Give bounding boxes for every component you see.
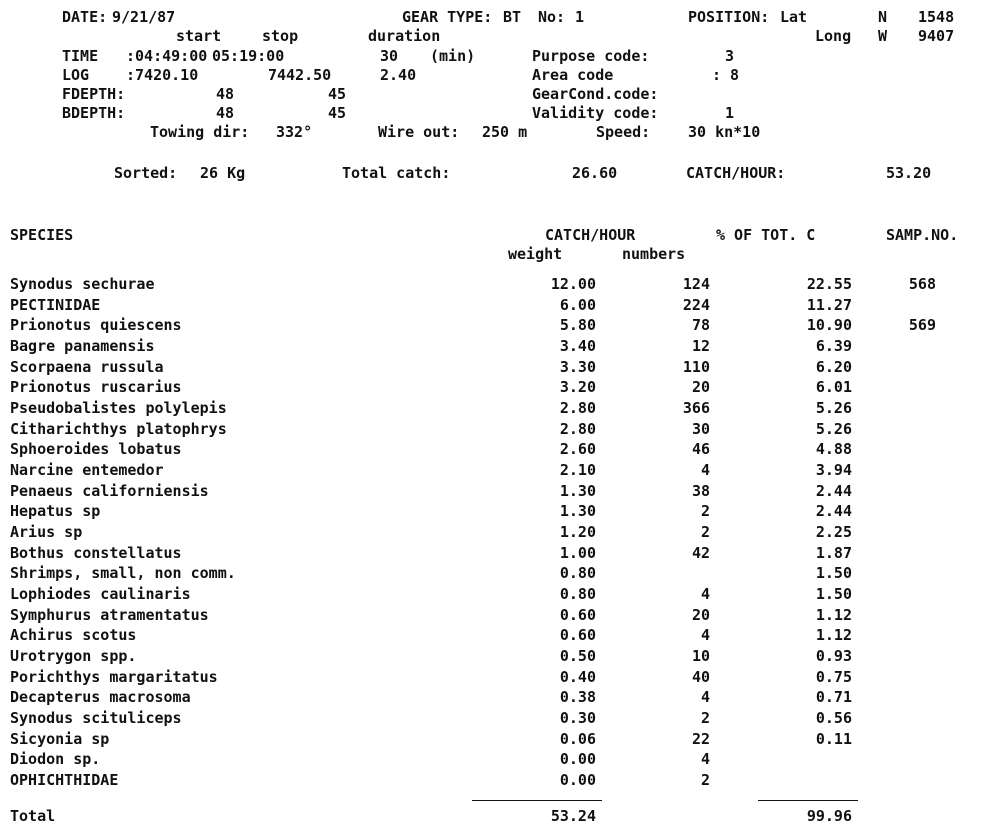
purpose-label: Purpose code: [532, 47, 650, 65]
gearcond-label: GearCond.code: [532, 85, 659, 103]
weight-cell: 6.00 [559, 296, 596, 314]
lat-label: Lat [780, 8, 808, 26]
weight-cell: 0.00 [559, 771, 596, 789]
fdepth-start: 48 [216, 85, 235, 103]
numbers-cell: 42 [691, 544, 710, 562]
numbers-cell: 4 [700, 585, 710, 603]
area-value: : 8 [712, 66, 740, 84]
pct-cell: 1.50 [815, 564, 852, 582]
species-column-header: SPECIES [10, 226, 74, 244]
pct-cell: 11.27 [806, 296, 852, 314]
pct-cell: 2.44 [815, 482, 852, 500]
species-cell: Bagre panamensis [10, 337, 155, 355]
pct-cell: 0.71 [815, 688, 852, 706]
species-cell: Symphurus atramentatus [10, 606, 209, 624]
species-cell: Narcine entemedor [10, 461, 164, 479]
time-stop: 05:19:00 [212, 47, 285, 65]
weight-cell: 1.30 [559, 502, 596, 520]
area-label: Area code [532, 66, 614, 84]
col-start-label: start [176, 27, 222, 45]
species-cell: Porichthys margaritatus [10, 668, 218, 686]
numbers-cell: 78 [691, 316, 710, 334]
numbers-cell: 46 [691, 440, 710, 458]
numbers-cell: 30 [691, 420, 710, 438]
pct-cell: 4.88 [815, 440, 852, 458]
col-duration-label: duration [368, 27, 441, 45]
long-label: Long [815, 27, 852, 45]
weight-cell: 1.00 [559, 544, 596, 562]
weight-cell: 0.00 [559, 750, 596, 768]
pct-total-column-header: % OF TOT. C [716, 226, 816, 244]
species-cell: Urotrygon spp. [10, 647, 137, 665]
weight-cell: 1.20 [559, 523, 596, 541]
species-cell: Arius sp [10, 523, 83, 541]
col-stop-label: stop [262, 27, 299, 45]
total-label: Total [10, 807, 56, 825]
weight-cell: 2.10 [559, 461, 596, 479]
pct-cell: 3.94 [815, 461, 852, 479]
species-cell: Scorpaena russula [10, 358, 164, 376]
total-weight: 53.24 [550, 807, 596, 825]
purpose-value: 3 [725, 47, 735, 65]
pct-cell: 0.93 [815, 647, 852, 665]
pct-cell: 6.20 [815, 358, 852, 376]
species-cell: Pseudobalistes polylepis [10, 399, 227, 417]
time-start: :04:49:00 [126, 47, 208, 65]
pct-cell: 10.90 [806, 316, 852, 334]
date-value: 9/21/87 [112, 8, 176, 26]
numbers-cell: 2 [700, 502, 710, 520]
log-start: :7420.10 [126, 66, 199, 84]
species-cell: Shrimps, small, non comm. [10, 564, 236, 582]
speed-label: Speed: [596, 123, 651, 141]
validity-label: Validity code: [532, 104, 659, 122]
bdepth-label: BDEPTH: [62, 104, 126, 122]
numbers-cell: 110 [682, 358, 710, 376]
species-cell: Achirus scotus [10, 626, 137, 644]
lat-value: 1548 [918, 8, 955, 26]
pct-cell: 22.55 [806, 275, 852, 293]
weight-cell: 0.80 [559, 585, 596, 603]
pct-cell: 0.56 [815, 709, 852, 727]
weight-cell: 3.30 [559, 358, 596, 376]
numbers-cell: 4 [700, 750, 710, 768]
species-cell: Sicyonia sp [10, 730, 110, 748]
pct-cell: 0.11 [815, 730, 852, 748]
numbers-cell: 2 [700, 771, 710, 789]
pct-cell: 0.75 [815, 668, 852, 686]
pct-cell: 1.12 [815, 626, 852, 644]
weight-cell: 0.38 [559, 688, 596, 706]
weight-cell: 0.30 [559, 709, 596, 727]
weight-cell: 2.80 [559, 399, 596, 417]
species-cell: Prionotus ruscarius [10, 378, 182, 396]
catch-hour-label: CATCH/HOUR: [686, 164, 786, 182]
wire-out-label: Wire out: [378, 123, 460, 141]
numbers-cell: 22 [691, 730, 710, 748]
weight-cell: 3.20 [559, 378, 596, 396]
total-pct: 99.96 [806, 807, 852, 825]
numbers-cell: 20 [691, 378, 710, 396]
catch-hour-value: 53.20 [886, 164, 932, 182]
species-cell: OPHICHTHIDAE [10, 771, 119, 789]
bdepth-stop: 45 [328, 104, 347, 122]
position-label: POSITION: [688, 8, 770, 26]
numbers-cell: 40 [691, 668, 710, 686]
species-cell: Synodus sechurae [10, 275, 155, 293]
long-value: 9407 [918, 27, 955, 45]
pct-cell: 6.01 [815, 378, 852, 396]
species-cell: PECTINIDAE [10, 296, 101, 314]
weight-cell: 2.80 [559, 420, 596, 438]
gear-type-value: BT [503, 8, 522, 26]
log-label: LOG [62, 66, 90, 84]
weight-cell: 0.60 [559, 606, 596, 624]
sorted-label: Sorted: [114, 164, 178, 182]
numbers-cell: 124 [682, 275, 710, 293]
pct-cell: 5.26 [815, 420, 852, 438]
weight-subheader: weight [508, 245, 563, 263]
species-cell: Penaeus californiensis [10, 482, 209, 500]
weight-cell: 12.00 [550, 275, 596, 293]
weight-cell: 0.80 [559, 564, 596, 582]
total-catch-value: 26.60 [572, 164, 618, 182]
numbers-cell: 4 [700, 461, 710, 479]
species-cell: Hepatus sp [10, 502, 101, 520]
time-duration: 30 [380, 47, 399, 65]
species-cell: Decapterus macrosoma [10, 688, 191, 706]
numbers-cell: 20 [691, 606, 710, 624]
numbers-cell: 4 [700, 688, 710, 706]
sample-number-cell: 568 [908, 275, 936, 293]
weight-cell: 3.40 [559, 337, 596, 355]
long-hemisphere: W [878, 27, 888, 45]
towing-dir-value: 332° [276, 123, 313, 141]
fdepth-stop: 45 [328, 85, 347, 103]
numbers-cell: 366 [682, 399, 710, 417]
date-label: DATE: [62, 8, 108, 26]
weight-cell: 1.30 [559, 482, 596, 500]
numbers-cell: 2 [700, 709, 710, 727]
weight-cell: 0.60 [559, 626, 596, 644]
pct-cell: 1.50 [815, 585, 852, 603]
numbers-cell: 2 [700, 523, 710, 541]
numbers-cell: 12 [691, 337, 710, 355]
weight-total-rule [472, 800, 602, 801]
weight-cell: 2.60 [559, 440, 596, 458]
gear-type-label: GEAR TYPE: [402, 8, 493, 26]
numbers-cell: 38 [691, 482, 710, 500]
towing-dir-label: Towing dir: [150, 123, 250, 141]
species-cell: Citharichthys platophrys [10, 420, 227, 438]
sample-number-column-header: SAMP.NO. [886, 226, 959, 244]
wire-out-value: 250 m [482, 123, 528, 141]
weight-cell: 0.40 [559, 668, 596, 686]
pct-cell: 2.25 [815, 523, 852, 541]
species-cell: Sphoeroides lobatus [10, 440, 182, 458]
pct-cell: 1.12 [815, 606, 852, 624]
total-catch-label: Total catch: [342, 164, 451, 182]
haul-no-label: No: [538, 8, 566, 26]
validity-value: 1 [725, 104, 735, 122]
haul-no-value: 1 [575, 8, 585, 26]
numbers-subheader: numbers [622, 245, 686, 263]
pct-cell: 1.87 [815, 544, 852, 562]
lat-hemisphere: N [878, 8, 888, 26]
weight-cell: 0.50 [559, 647, 596, 665]
pct-cell: 5.26 [815, 399, 852, 417]
catch-hour-column-header: CATCH/HOUR [545, 226, 636, 244]
numbers-cell: 224 [682, 296, 710, 314]
pct-cell: 6.39 [815, 337, 852, 355]
speed-value: 30 kn*10 [688, 123, 761, 141]
pct-total-rule [758, 800, 858, 801]
species-cell: Synodus scituliceps [10, 709, 182, 727]
time-unit: (min) [430, 47, 476, 65]
sample-number-cell: 569 [908, 316, 936, 334]
species-cell: Prionotus quiescens [10, 316, 182, 334]
log-duration: 2.40 [380, 66, 417, 84]
bdepth-start: 48 [216, 104, 235, 122]
sorted-value: 26 Kg [200, 164, 246, 182]
numbers-cell: 4 [700, 626, 710, 644]
log-stop: 7442.50 [268, 66, 332, 84]
time-label: TIME [62, 47, 99, 65]
pct-cell: 2.44 [815, 502, 852, 520]
numbers-cell: 10 [691, 647, 710, 665]
fdepth-label: FDEPTH: [62, 85, 126, 103]
species-cell: Lophiodes caulinaris [10, 585, 191, 603]
species-cell: Diodon sp. [10, 750, 101, 768]
species-cell: Bothus constellatus [10, 544, 182, 562]
weight-cell: 5.80 [559, 316, 596, 334]
weight-cell: 0.06 [559, 730, 596, 748]
